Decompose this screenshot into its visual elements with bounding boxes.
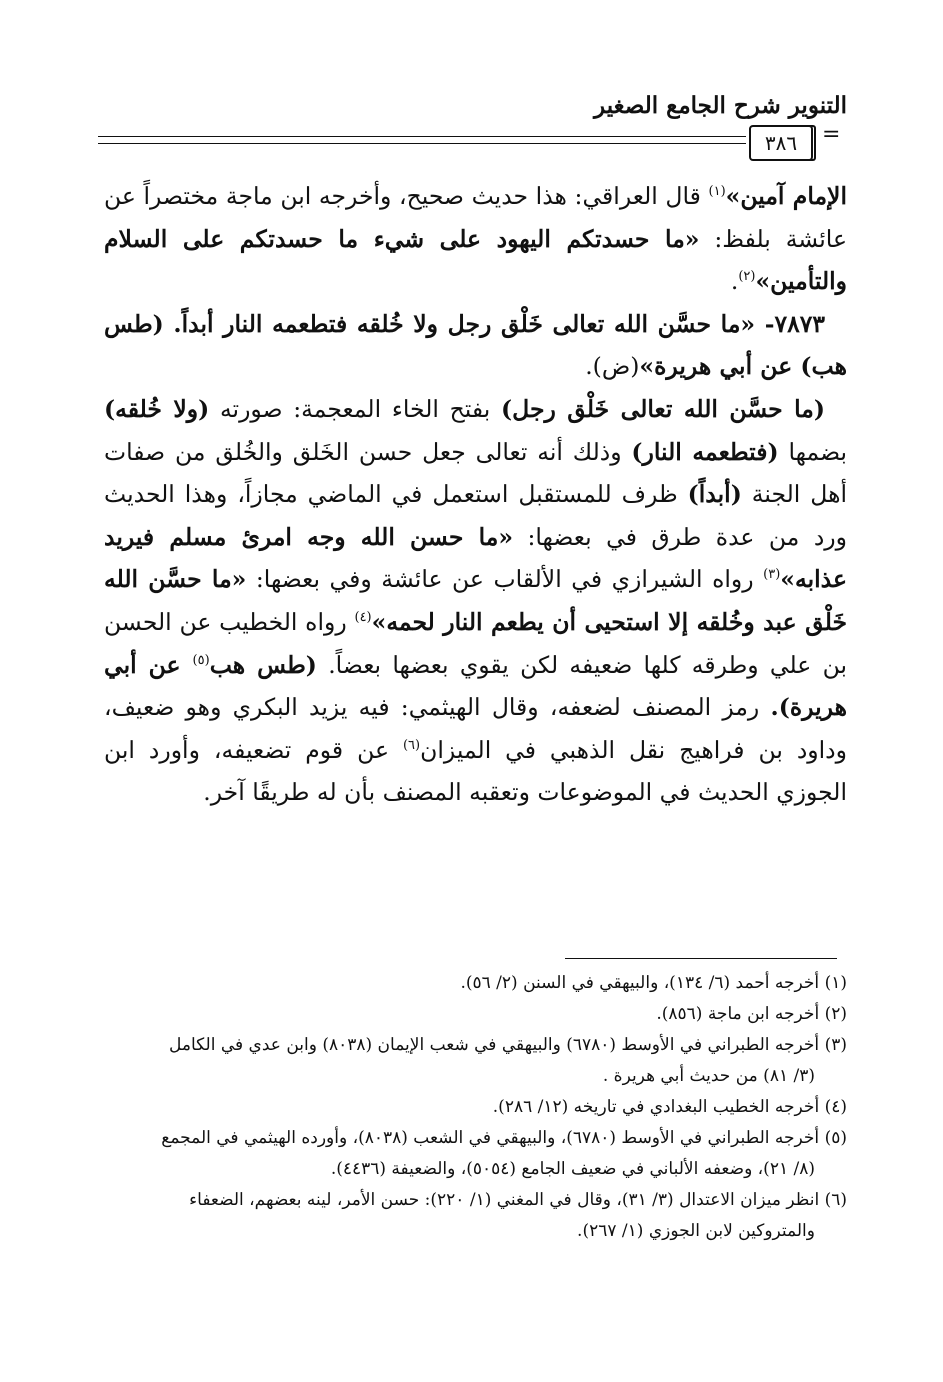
header-rule-bottom	[98, 143, 746, 144]
hadith-text: ٧٨٧٣- «ما حسَّن الله تعالى خَلْق رجل ولا خُلقه فتطعمه النار أبداً. (طس هب) عن أبي هريرة»	[104, 309, 847, 381]
paragraph-continuation	[104, 175, 847, 303]
footnote-ref: (٥)	[192, 652, 210, 668]
footnote-text: أخرجه الطبراني في الأوسط (٦٧٨٠)، والبيهقي في الشعب (٨٠٣٨)، وأورده الهيثمي في المجمع	[161, 1128, 820, 1148]
text-run: ظرف للمستقبل استعمل في الماضي مجازاً، وهذا الحديث ورد من عدة طرق في بعضها:	[104, 480, 847, 551]
footnote-text: أخرجه الخطيب البغدادي في تاريخه (١٢/ ٢٨٦).	[492, 1097, 820, 1117]
footnote-4	[102, 1092, 847, 1123]
page-number: ٣٨٦	[749, 125, 813, 161]
footnote-5-continuation: (٨/ ٢١)، وضعفه الألباني في ضعيف الجامع (٥٠٥٤)، والضعيفة (٤٤٣٦).	[330, 1159, 815, 1179]
footnote-6-continuation: والمتروكين لابن الجوزي (١/ ٢٦٧).	[577, 1221, 815, 1241]
footnote-number: (٢)	[824, 1004, 847, 1024]
hadith-entry	[104, 303, 847, 388]
footnote-6	[102, 1185, 847, 1216]
text-run: رواه الشيرازي في الألقاب عن عائشة وفي بعضها:	[246, 565, 764, 594]
footnote-text: أخرجه الطبراني في الأوسط (٦٧٨٠) والبيهقي في شعب الإيمان (٨٠٣٨) وابن عدي في الكامل	[169, 1035, 820, 1055]
lemma: (ما حسَّن الله تعالى خَلْق رجل)	[501, 394, 825, 423]
grade-mark: (ض).	[585, 352, 640, 381]
text-run: بفتح الخاء المعجمة: صورته	[209, 394, 502, 423]
text-run: رمز المصنف لضعفه، وقال الهيثمي: فيه يزيد البكري وهو ضعيف، وداود بن فراهيج نقل الذهبي في الميزان	[104, 693, 847, 764]
header-rule-top	[98, 136, 746, 137]
source-code: (طس هب	[209, 650, 317, 679]
footnote-ref: (٦)	[402, 737, 421, 753]
footnote-separator	[565, 958, 837, 959]
footnote-number: (٥)	[824, 1128, 847, 1148]
text-run: بضمها	[778, 437, 847, 466]
footnote-number: (٤)	[824, 1097, 847, 1117]
lemma: (فتطعمه النار)	[631, 437, 779, 466]
lemma: (ولا خُلقه)	[104, 394, 210, 423]
footnote-5	[102, 1123, 847, 1154]
lemma: (أبداً)	[687, 480, 742, 509]
footnotes	[102, 968, 847, 1247]
footnote-ref: (٢)	[738, 269, 756, 285]
running-title: التنوير شرح الجامع الصغير	[594, 92, 847, 119]
quoted-hadith: «ما حسن الله وجه امرئ مسلم فيريد عذابه»	[104, 522, 847, 594]
footnote-ref: (١)	[708, 184, 726, 200]
footnote-1	[102, 968, 847, 999]
quoted-hadith: «ما حسدتكم اليهود على شيء ما حسدتكم على السلام والتأمين»	[104, 224, 847, 296]
footnote-ref: (٤)	[354, 610, 372, 626]
quote-end: الإمام آمين»	[725, 182, 847, 210]
page-number-tab	[808, 125, 816, 161]
footnote-3-continuation: (٣/ ٨١) من حديث أبي هريرة .	[602, 1066, 815, 1086]
footnote-number: (١)	[824, 973, 847, 993]
footnote-ref: (٣)	[763, 567, 781, 583]
main-text	[104, 175, 847, 814]
footnote-text: أخرجه أحمد (٦/ ١٣٤)، والبيهقي في السنن (٢/ ٥٦).	[460, 973, 820, 993]
text-run: وذلك أنه تعالى جعل حسن الخَلق والخُلق من صفات أهل الجنة	[104, 437, 847, 509]
footnote-number: (٣)	[824, 1035, 847, 1055]
quoted-hadith: «ما حسَّن الله خَلْق عبد وخُلقه إلا استحيى أن يطعم النار لحمه»	[104, 565, 847, 636]
text-run: رواه الخطيب عن الحسن بن علي وطرقه كلها ضعيفه لكن يقوي بعضها بعضاً.	[104, 607, 847, 679]
continuation-mark: =	[822, 122, 841, 147]
text-run: .	[730, 267, 739, 296]
text-run: قال العراقي: هذا حديث صحيح، وأخرجه ابن ماجة مختصراً عن عائشة بلفظ:	[104, 182, 847, 253]
text-run: عن قوم تضعيفه، وأورد ابن الجوزي الحديث في الموضوعات وتعقبه المصنف بأن له طريقًا آخر.	[104, 735, 847, 807]
footnote-number: (٦)	[824, 1190, 847, 1210]
footnote-text: انظر ميزان الاعتدال (٣/ ٣١)، وقال في المغني (١/ ٢٢٠): حسن الأمر، لينه بعضهم، الضعفاء	[189, 1190, 820, 1210]
commentary-paragraph	[104, 388, 847, 814]
source-code: عن أبي هريرة).	[104, 650, 847, 722]
footnote-3	[102, 1030, 847, 1061]
footnote-2	[102, 999, 847, 1030]
footnote-text: أخرجه ابن ماجة (٨٥٦).	[656, 1004, 820, 1024]
